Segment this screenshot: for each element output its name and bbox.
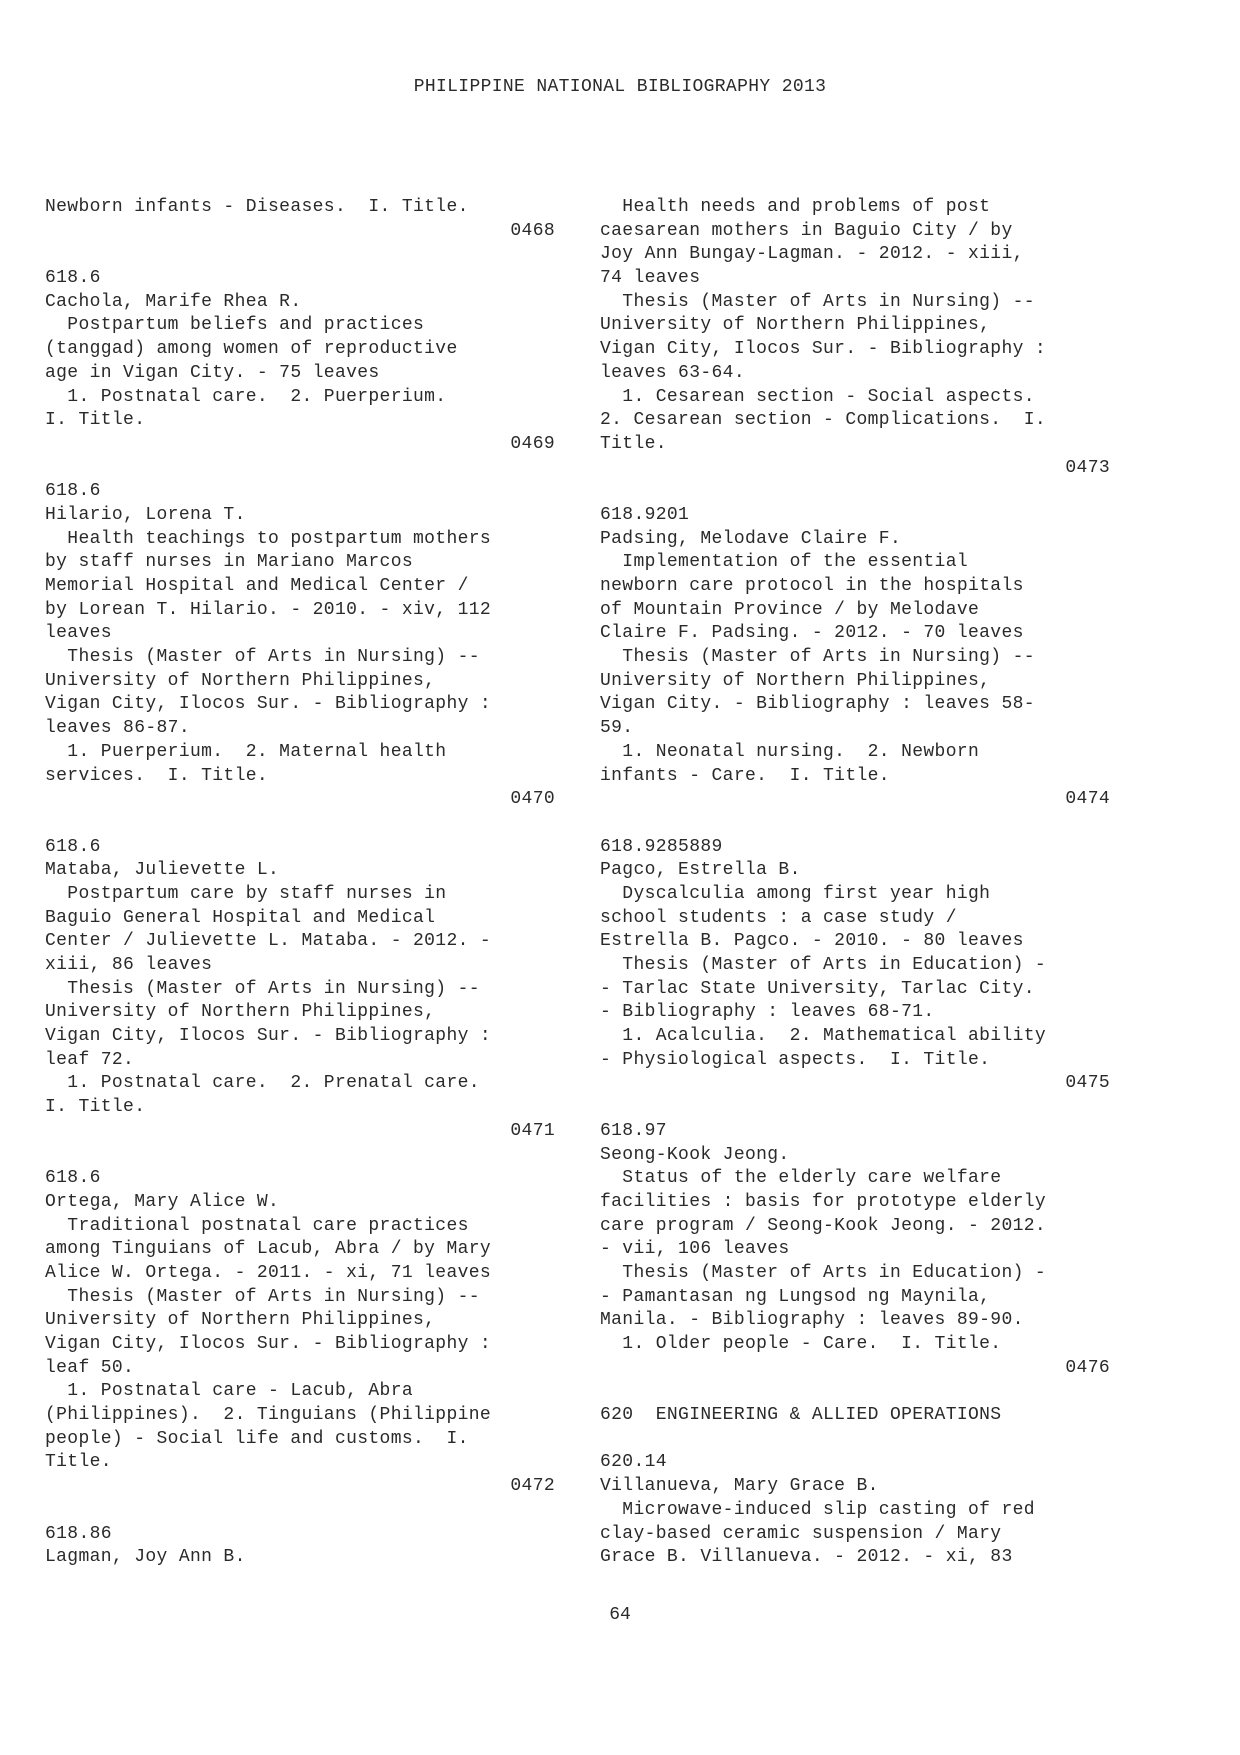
blank-line xyxy=(600,812,1110,836)
text-line: Vigan City, Ilocos Sur. - Bibliography : xyxy=(45,694,492,715)
text-line: I. Title. xyxy=(45,410,146,431)
text-line: 618.9285889 xyxy=(600,836,723,857)
text-line: Seong-Kook Jeong. xyxy=(600,1144,790,1165)
text-line: Grace B. Villanueva. - 2012. - xi, 83 xyxy=(600,1547,1013,1568)
text-line: leaves xyxy=(45,623,112,644)
text-line: Implementation of the essential xyxy=(600,552,969,573)
text-line: Thesis (Master of Arts in Nursing) -- xyxy=(45,647,480,668)
record-number: 0475 xyxy=(1065,1073,1110,1094)
text-line: Estrella B. Pagco. - 2010. - 80 leaves xyxy=(600,931,1024,952)
text-line: Postpartum beliefs and practices xyxy=(45,315,425,336)
text-line: 618.6 xyxy=(45,268,101,289)
text-line: Villanueva, Mary Grace B. xyxy=(600,1476,879,1497)
right-column xyxy=(600,196,1110,1570)
text-line: - Tarlac State University, Tarlac City. xyxy=(600,978,1035,999)
text-line: - Pamantasan ng Lungsod ng Maynila, xyxy=(600,1286,991,1307)
text-line: - Bibliography : leaves 68-71. xyxy=(600,1002,935,1023)
text-line: 1. Acalculia. 2. Mathematical ability xyxy=(600,1026,1047,1047)
text-line: by Lorean T. Hilario. - 2010. - xiv, 112 xyxy=(45,599,492,620)
record-number: 0470 xyxy=(510,789,555,810)
text-line: age in Vigan City. - 75 leaves xyxy=(45,362,380,383)
text-line: caesarean mothers in Baguio City / by xyxy=(600,220,1013,241)
text-line: Baguio General Hospital and Medical xyxy=(45,907,436,928)
text-line: Hilario, Lorena T. xyxy=(45,504,246,525)
text-line: Vigan City, Ilocos Sur. - Bibliography : xyxy=(45,1026,492,1047)
text-line: people) - Social life and customs. I. xyxy=(45,1428,469,1449)
text-line: Postpartum care by staff nurses in xyxy=(45,883,447,904)
text-line: Vigan City. - Bibliography : leaves 58- xyxy=(600,694,1035,715)
text-line: - Physiological aspects. I. Title. xyxy=(600,1049,991,1070)
text-line: care program / Seong-Kook Jeong. - 2012. xyxy=(600,1215,1047,1236)
text-line: Manila. - Bibliography : leaves 89-90. xyxy=(600,1310,1024,1331)
text-line: 1. Cesarean section - Social aspects. xyxy=(600,386,1035,407)
blank-line xyxy=(600,480,1110,504)
text-line: infants - Care. I. Title. xyxy=(600,765,890,786)
text-line: xiii, 86 leaves xyxy=(45,955,213,975)
text-line: Padsing, Melodave Claire F. xyxy=(600,528,902,549)
text-line: school students : a case study / xyxy=(600,907,957,928)
text-line: services. I. Title. xyxy=(45,765,269,786)
text-line: Title. xyxy=(45,1452,112,1473)
text-line: - vii, 106 leaves xyxy=(600,1239,790,1260)
text-line: 618.86 xyxy=(45,1523,112,1544)
text-line: University of Northern Philippines, xyxy=(600,315,991,336)
text-line: Thesis (Master of Arts in Education) - xyxy=(600,955,1047,975)
record-number: 0471 xyxy=(510,1120,555,1141)
text-line: Lagman, Joy Ann B. xyxy=(45,1547,246,1568)
text-line: 618.6 xyxy=(45,836,101,857)
text-line: Thesis (Master of Arts in Nursing) -- xyxy=(600,647,1035,668)
blank-line xyxy=(45,1144,555,1168)
blank-line xyxy=(600,1096,1110,1120)
text-line: Center / Julievette L. Mataba. - 2012. - xyxy=(45,931,492,952)
text-line: leaf 50. xyxy=(45,1357,135,1378)
blank-line xyxy=(45,243,555,267)
text-line: University of Northern Philippines, xyxy=(600,670,991,691)
text-line: Thesis (Master of Arts in Nursing) -- xyxy=(45,978,480,999)
text-line: 1. Postnatal care. 2. Puerperium. xyxy=(45,386,447,407)
record-number: 0476 xyxy=(1065,1357,1110,1378)
blank-line xyxy=(45,812,555,836)
text-line: leaves 86-87. xyxy=(45,718,190,739)
text-line: Memorial Hospital and Medical Center / xyxy=(45,576,469,596)
text-line: Pagco, Estrella B. xyxy=(600,860,801,881)
text-line: 2. Cesarean section - Complications. I. xyxy=(600,410,1047,431)
record-number: 0474 xyxy=(1065,789,1110,810)
text-line: 618.6 xyxy=(45,481,101,502)
text-line: Status of the elderly care welfare xyxy=(600,1168,1002,1189)
text-line: (Philippines). 2. Tinguians (Philippine xyxy=(45,1405,492,1426)
text-line: Vigan City, Ilocos Sur. - Bibliography : xyxy=(600,339,1047,360)
record-number: 0468 xyxy=(510,220,555,241)
text-line: University of Northern Philippines, xyxy=(45,1002,436,1023)
text-line: Cachola, Marife Rhea R. xyxy=(45,291,302,312)
text-line: Thesis (Master of Arts in Education) - xyxy=(600,1262,1047,1283)
text-line: Claire F. Padsing. - 2012. - 70 leaves xyxy=(600,623,1024,644)
text-line: leaves 63-64. xyxy=(600,362,745,383)
text-line: Ortega, Mary Alice W. xyxy=(45,1191,280,1212)
text-line: University of Northern Philippines, xyxy=(45,1310,436,1331)
text-line: 74 leaves xyxy=(600,268,701,289)
text-line: among Tinguians of Lacub, Abra / by Mary xyxy=(45,1239,492,1260)
text-line: Newborn infants - Diseases. I. Title. xyxy=(45,197,469,217)
text-line: Thesis (Master of Arts in Nursing) -- xyxy=(45,1286,480,1307)
blank-line xyxy=(600,1380,1110,1404)
text-line: 618.6 xyxy=(45,1168,101,1189)
text-line: (tanggad) among women of reproductive xyxy=(45,339,458,360)
text-line: 620.14 xyxy=(600,1452,667,1473)
text-line: 1. Postnatal care. 2. Prenatal care. xyxy=(45,1073,480,1094)
text-line: Dyscalculia among first year high xyxy=(600,883,991,904)
text-line: 618.97 xyxy=(600,1120,667,1141)
blank-line xyxy=(45,1499,555,1523)
text-line: 620 ENGINEERING & ALLIED OPERATIONS xyxy=(600,1405,1002,1426)
text-line: Thesis (Master of Arts in Nursing) -- xyxy=(600,291,1035,312)
text-line: newborn care protocol in the hospitals xyxy=(600,576,1024,596)
blank-line xyxy=(45,457,555,481)
text-line: 1. Neonatal nursing. 2. Newborn xyxy=(600,741,980,762)
page-number: 64 xyxy=(609,1605,631,1625)
record-number: 0472 xyxy=(510,1476,555,1497)
record-number: 0473 xyxy=(1065,457,1110,478)
text-line: Vigan City, Ilocos Sur. - Bibliography : xyxy=(45,1334,492,1354)
text-line: Health needs and problems of post xyxy=(600,197,991,217)
text-line: of Mountain Province / by Melodave xyxy=(600,599,980,620)
text-line: Alice W. Ortega. - 2011. - xi, 71 leaves xyxy=(45,1262,492,1283)
blank-line xyxy=(600,1428,1110,1452)
text-line: Title. xyxy=(600,433,667,454)
text-line: Traditional postnatal care practices xyxy=(45,1215,469,1236)
left-column xyxy=(45,196,555,1570)
text-line: Microwave-induced slip casting of red xyxy=(600,1499,1035,1520)
text-line: 1. Puerperium. 2. Maternal health xyxy=(45,741,447,762)
record-number: 0469 xyxy=(510,433,555,454)
text-line: clay-based ceramic suspension / Mary xyxy=(600,1523,1002,1544)
text-line: 59. xyxy=(600,718,634,739)
text-line: 1. Postnatal care - Lacub, Abra xyxy=(45,1381,414,1402)
text-line: Health teachings to postpartum mothers xyxy=(45,528,492,549)
page-header-title: PHILIPPINE NATIONAL BIBLIOGRAPHY 2013 xyxy=(413,77,827,97)
text-line: by staff nurses in Mariano Marcos xyxy=(45,552,414,573)
text-line: facilities : basis for prototype elderly xyxy=(600,1191,1047,1212)
text-line: 1. Older people - Care. I. Title. xyxy=(600,1334,1002,1354)
text-line: University of Northern Philippines, xyxy=(45,670,436,691)
text-line: leaf 72. xyxy=(45,1049,135,1070)
text-line: Joy Ann Bungay-Lagman. - 2012. - xiii, xyxy=(600,244,1024,265)
text-line: 618.9201 xyxy=(600,504,690,525)
text-line: I. Title. xyxy=(45,1097,146,1118)
text-line: Mataba, Julievette L. xyxy=(45,860,280,881)
